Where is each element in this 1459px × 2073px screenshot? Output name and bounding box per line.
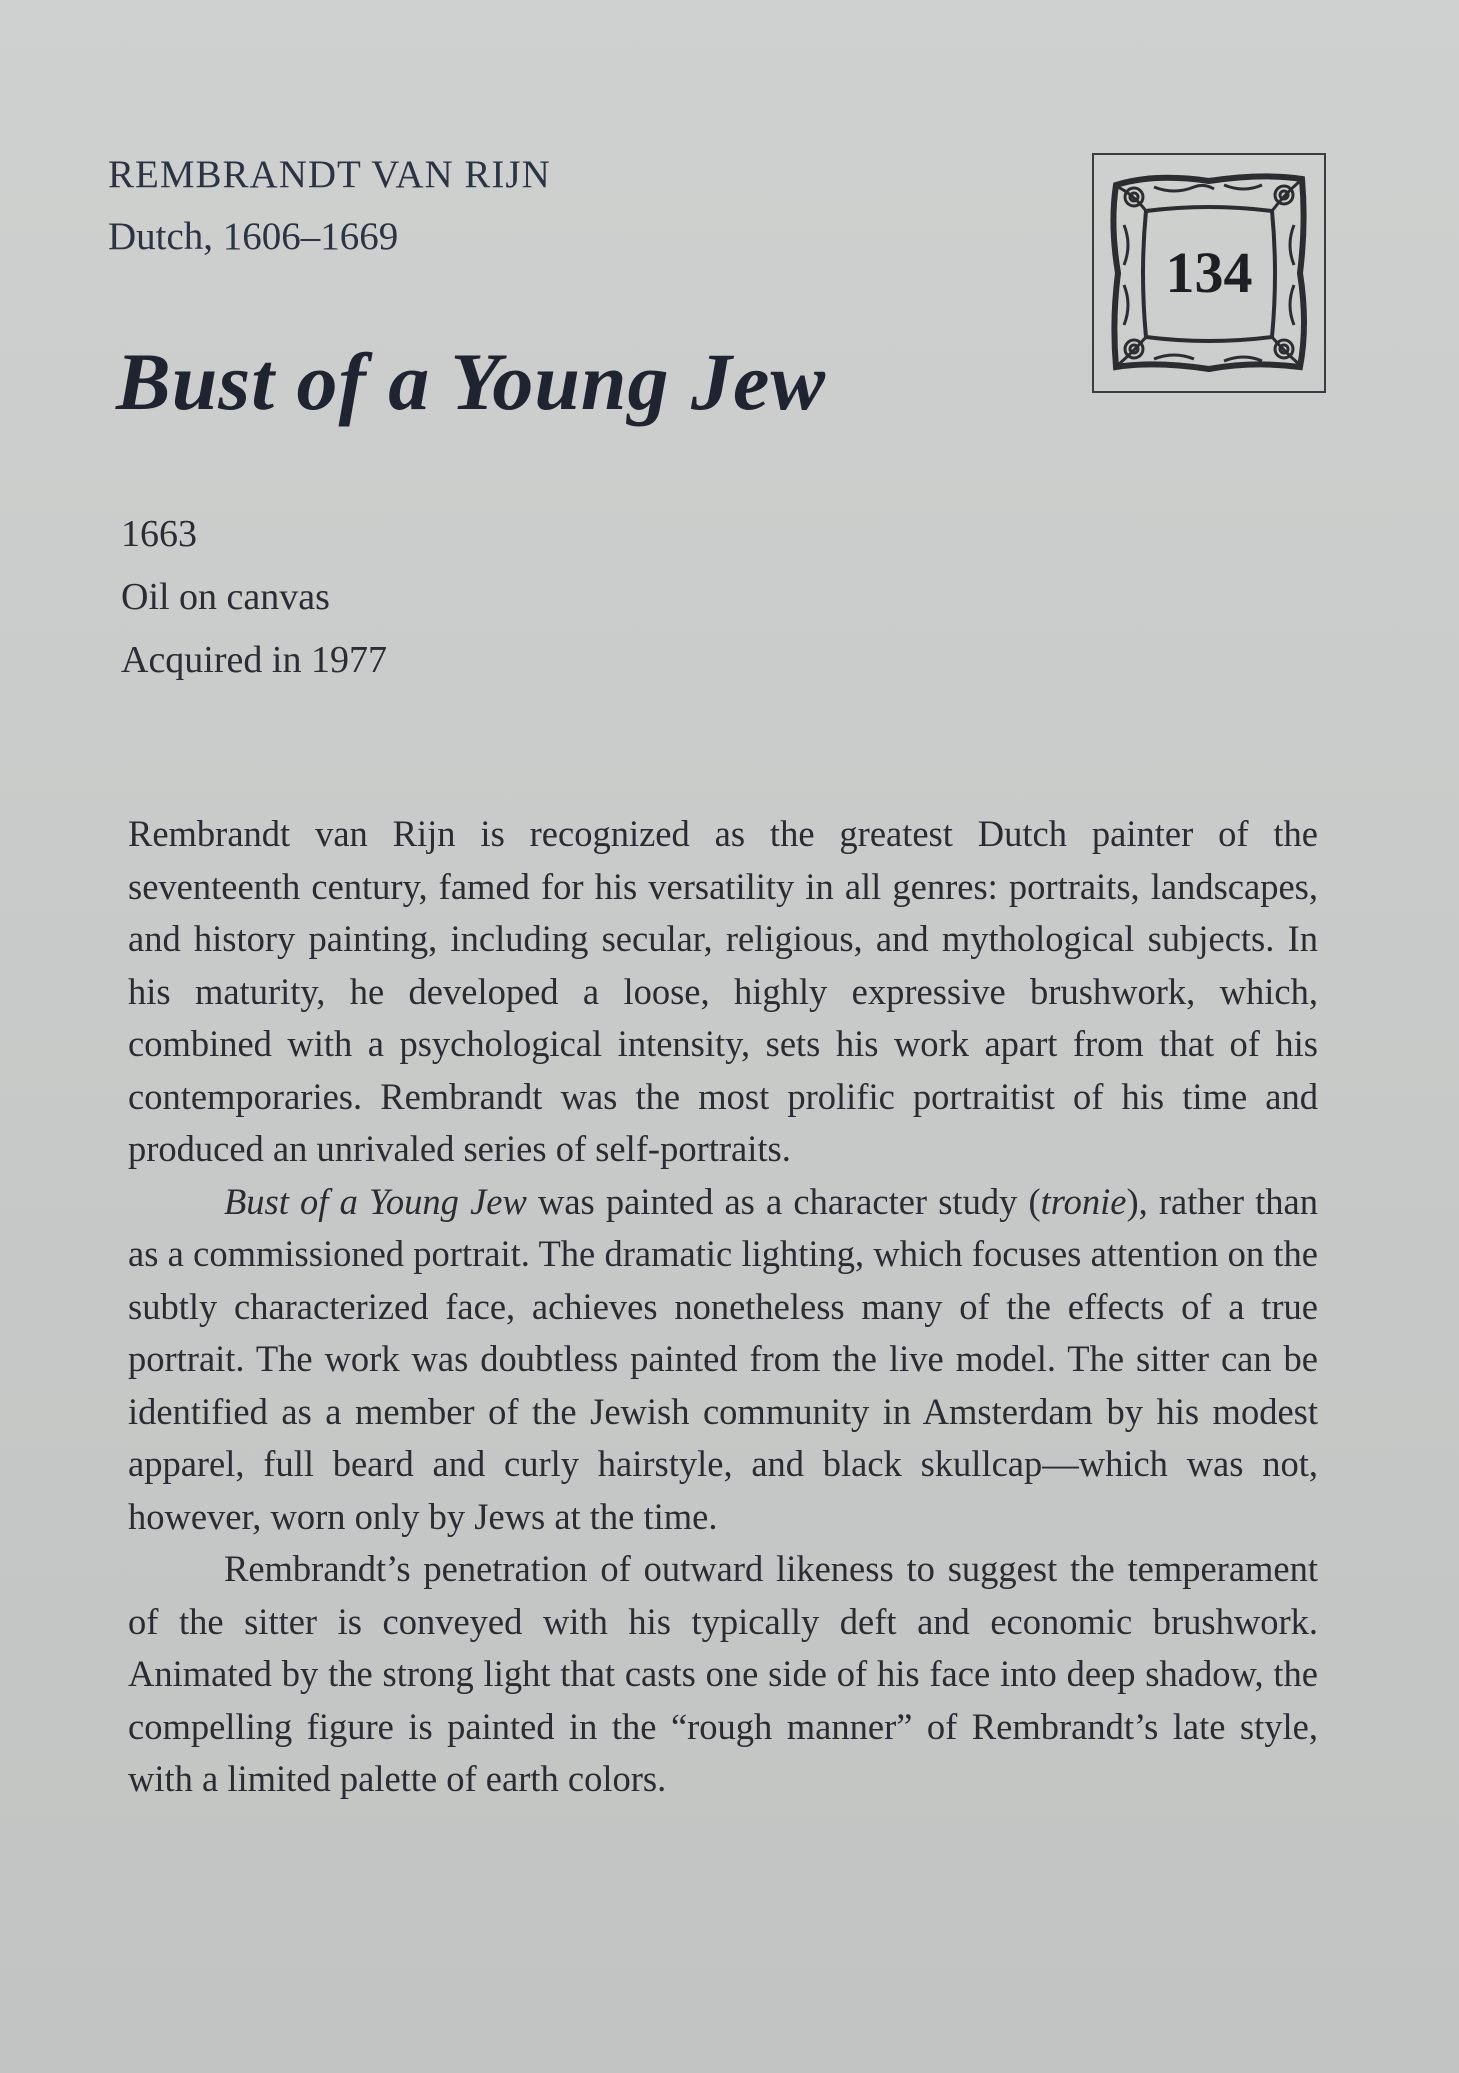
artwork-year: 1663 xyxy=(121,513,197,555)
paragraph-2-text-b: ), rather than as a commissioned portrait. The dramatic lighting, which focuses attention on the subtly characterized face, achieves nonetheless many of the effects of a true portrait. The work was doubtless painted from the live model. The sitter can be identified as a member of the Jewish community in Amsterdam by his modest apparel, full beard and curly hairstyle, and black skullcap—which was not, however, worn only by Jews at the time. xyxy=(128,1180,1318,1537)
catalog-number: 134 xyxy=(1165,240,1253,305)
description-paragraph-1: Rembrandt van Rijn is recognized as the greatest Dutch painter of the seventeenth century, famed for his versatility in all genres: portraits, landscapes, and history painting, including secular, religious, and mythological subjects. In his maturity, he developed a loose, highly expressive brushwork, which, combined with a psychological intensity, sets his work apart from that of his contemporaries. Rembrandt was the most prolific portraitist of his time and produced an unrivaled series of self-portraits. xyxy=(128,813,1318,1169)
label-description xyxy=(128,808,1318,1806)
description-paragraph-3: Rembrandt’s penetration of outward likeness to suggest the temperament of the sitter is conveyed with his typically deft and economic brushwork. Animated by the strong light that casts one side of his face into deep shadow, the compelling figure is painted in the “rough manner” of Rembrandt’s late style, with a limited palette of earth colors. xyxy=(128,1548,1318,1799)
artwork-medium: Oil on canvas xyxy=(121,576,330,618)
catalog-number-badge xyxy=(1092,153,1326,393)
artwork-acquisition: Acquired in 1977 xyxy=(121,639,387,681)
artwork-title: Bust of a Young Jew xyxy=(116,336,827,427)
inline-term-tronie: tronie xyxy=(1040,1180,1127,1222)
paragraph-2-text-a: was painted as a character study ( xyxy=(526,1180,1041,1222)
artist-name: REMBRANDT VAN RIJN xyxy=(108,153,551,196)
description-paragraph-2 xyxy=(128,1176,1318,1544)
artist-nationality-dates: Dutch, 1606–1669 xyxy=(108,215,399,258)
inline-artwork-title: Bust of a Young Jew xyxy=(224,1180,527,1222)
